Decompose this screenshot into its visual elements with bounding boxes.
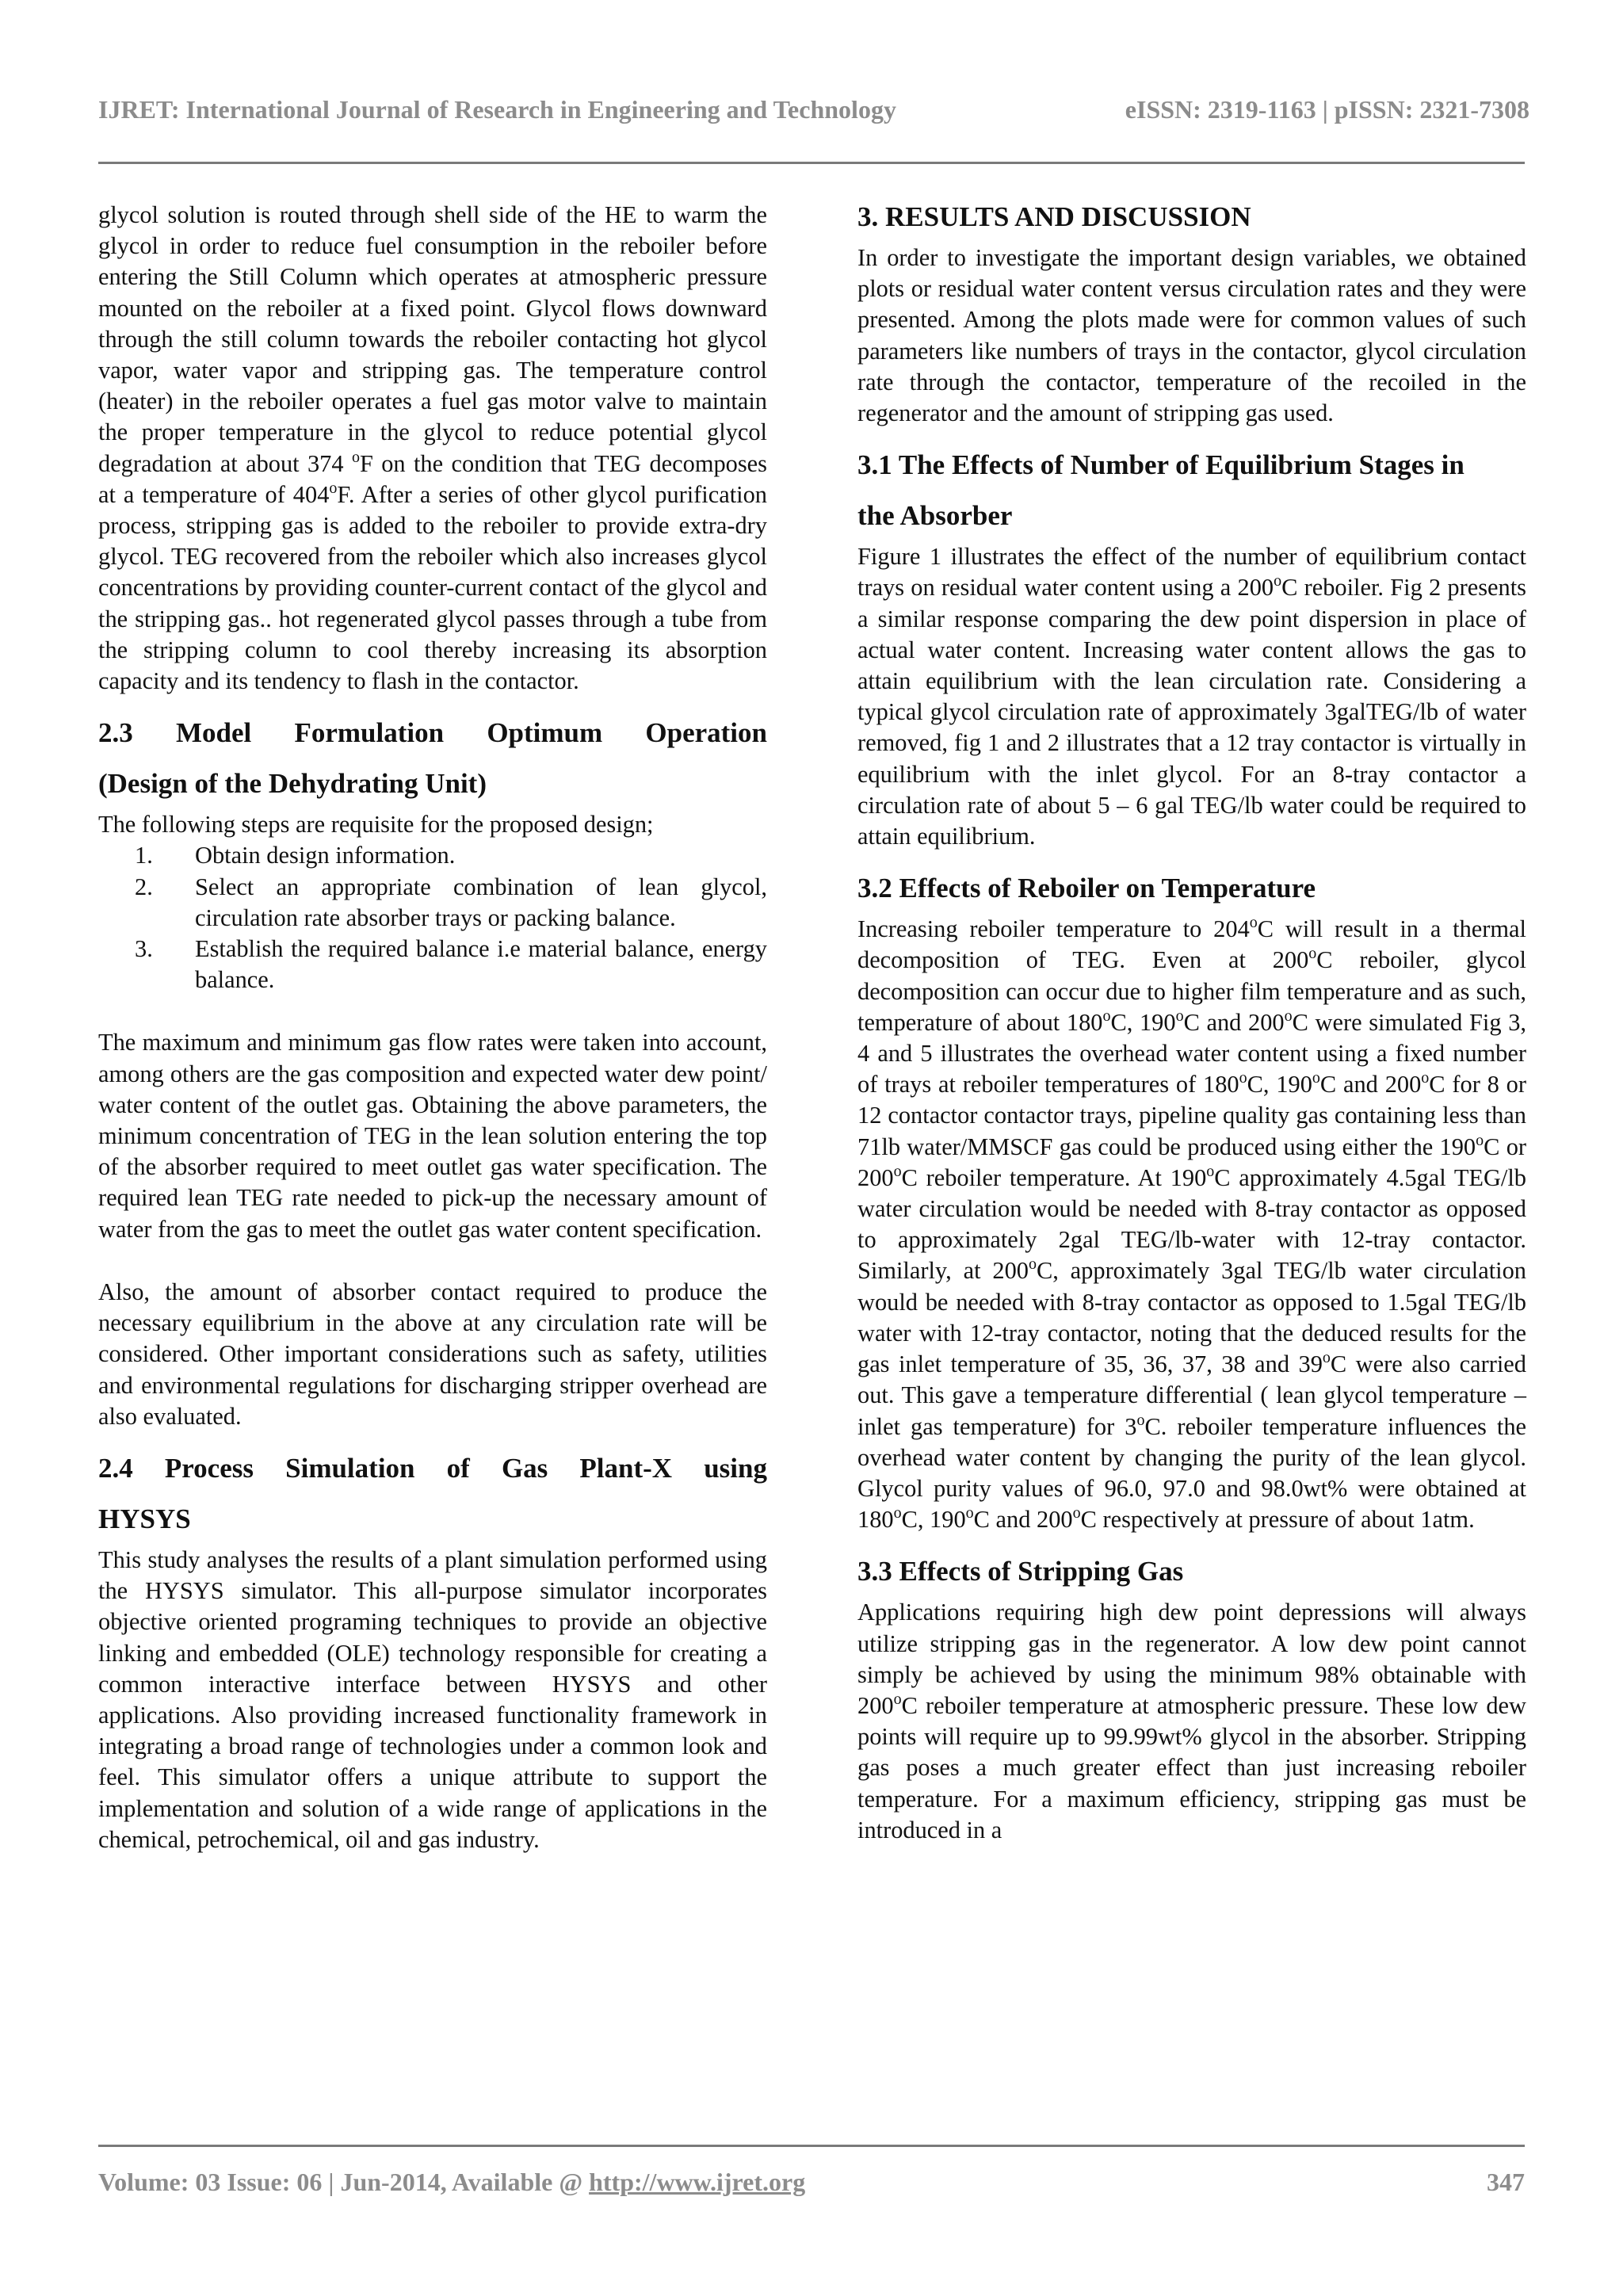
text-segment: C, approximately 3gal TEG/lb water circulation would be needed with 8-tray contactor as opposed to 1.5gal TEG/lb water with 12-tray contactor, noting that the deduced results for the gas inlet temperature of 35, 36, 37, 38 and 39 (857, 1257, 1526, 1378)
paragraph-results-intro: In order to investigate the important design variables, we obtained plots or residual water content versus circulation rates and they were presented. Among the plots made were for common values of such parameters like numbers of trays in the contactor, glycol circulation rate through the contactor, temperature of the recoiled in the regenerator and the amount of stripping gas used. (857, 244, 1526, 427)
degree-superscript: o (1312, 1069, 1320, 1087)
text-segment: C or 200 (857, 1133, 1527, 1191)
text-segment: Increasing reboiler temperature to 204 (857, 915, 1250, 943)
degree-superscript: o (1322, 1349, 1331, 1367)
footer-divider (98, 2145, 1525, 2147)
text-segment: C were simulated Fig 3, 4 and 5 illustrates the overhead water content using a fixed number of trays at reboiler temperatures of 180 (857, 1008, 1526, 1098)
paragraph-stripping-gas: Applications requiring high dew point depressions will always utilize stripping gas in the regenerator. A low dew point cannot simply be achieved by using the minimum 98% obtainable with 200$^o$C reboiler temperature at atmospheric pressure. These low dew points will require up to 99.99wt% glycol in the absorber. Stripping gas poses a much greater effect than just increasing reboiler temperature. For a maximum efficiency, stripping gas must be introduced in a (857, 1599, 1526, 1843)
degree-superscript: o (1136, 1411, 1145, 1429)
issn-info: eISSN: 2319-1163 | pISSN: 2321-7308 (1125, 95, 1529, 124)
degree-superscript: o (1206, 1162, 1215, 1180)
degree-superscript: o (1028, 1255, 1037, 1274)
degree-superscript: o (1308, 945, 1317, 963)
degree-superscript: o (1175, 1007, 1184, 1025)
running-header (98, 95, 1529, 143)
text-segment: C respectively at pressure of about 1atm. (1080, 1506, 1475, 1534)
section-heading-3: 3. RESULTS AND DISCUSSION (857, 201, 1251, 232)
text-segment: C and 200 (973, 1506, 1073, 1534)
text-segment: C approximately 4.5gal TEG/lb water circulation would be needed with 8-tray contactor as opposed to approximately 2gal TEG/lb-water with 12-tray contactor. Similarly, at 200 (857, 1163, 1526, 1285)
degree-superscript: o (1239, 1069, 1247, 1087)
list-item: 1. Obtain design information. (135, 842, 456, 869)
text-segment: C, 190 (1247, 1071, 1312, 1098)
degree-superscript: o (893, 1162, 902, 1180)
page-number: 347 (1487, 2168, 1525, 2196)
left-column (98, 200, 767, 1855)
text-segment: C reboiler, glycol decomposition can occur due to higher film temperature and as such, temperature of about 180 (857, 946, 1526, 1036)
section-heading-3-1-line1: 3.1 The Effects of Number of Equilibrium Stages in (857, 449, 1465, 481)
degree-superscript: o (1102, 1007, 1111, 1025)
degree-superscript: o (1476, 1131, 1484, 1149)
paragraph-regeneration: glycol solution is routed through shell side of the HE to warm the glycol in order to reduce fuel consumption in the reboiler before entering the Still Column which operates at atmospheric pressure mounted on the reboiler at a fixed point. Glycol flows downward through the still column towards the reboiler contacting hot glycol vapor, water vapor and stripping gas. The temperature control (heater) in the reboiler operates a fuel gas motor valve to maintain the proper temperature in the glycol to reduce potential glycol degradation at about 374 $^o$F on the condition that TEG decomposes at a temperature of 404$^o$F. After a series of other glycol purification process, stripping gas is added to the reboiler to provide extra-dry glycol. TEG recovered from the reboiler which also increases glycol concentrations by providing counter-current contact of the glycol and the stripping gas.. hot regenerated glycol passes through a tube from the stripping column to cool thereby increasing its absorption capacity and its tendency to flash in the contactor. (98, 201, 767, 695)
paragraph-gas-flow: The maximum and minimum gas flow rates were taken into account, among others are the gas composition and expected water dew point/ water content of the outlet gas. Obtaining the above parameters, the minimum concentration of TEG in the lean solution entering the top of the absorber required to meet outlet gas water specification. The required lean TEG rate needed to pick-up the necessary amount of water from the gas to meet the outlet gas water content specification. (98, 1029, 767, 1243)
section-heading-3-2: 3.2 Effects of Reboiler on Temperature (857, 873, 1316, 904)
degree-superscript: o (893, 1504, 902, 1522)
degree-superscript: o (1249, 914, 1258, 932)
paragraph-hysys: This study analyses the results of a plant simulation performed using the HYSYS simulator. This all-purpose simulator incorporates objective oriented programing techniques to provide an objective linking and embedded (OLE) technology responsible for creating a common interactive interface between HYSYS and other applications. Also providing increased functionality framework in integrating a broad range of technologies under a common look and feel. This simulator offers a unique attribute to support the implementation and solution of a wide range of applications in the chemical, petrochemical, oil and gas industry. (98, 1545, 767, 1853)
steps-intro: The following steps are requisite for the proposed design; (98, 811, 654, 839)
paragraph-equilibrium-stages: Figure 1 illustrates the effect of the number of equilibrium contact trays on residual water content using a 200$^o$C reboiler. Fig 2 presents a similar response comparing the dew point dispersion in place of actual water content. Increasing water content allows the gas to attain equilibrium with the lean circulation rate. Considering a typical glycol circulation rate of approximately 3galTEG/lb of water removed, fig 1 and 2 illustrates that a 12 tray contactor is virtually in equilibrium with the inlet glycol. For an 8-tray contactor a circulation rate of about 5 – 6 gal TEG/lb water could be required to attain equilibrium. (857, 543, 1526, 850)
text-segment: C and 200 (1319, 1071, 1422, 1098)
journal-link[interactable]: http://www.ijret.org (589, 2168, 806, 2196)
degree-superscript: o (1072, 1504, 1081, 1522)
degree-superscript: o (1284, 1007, 1293, 1025)
section-heading-3-3: 3.3 Effects of Stripping Gas (857, 1556, 1184, 1587)
degree-superscript: o (965, 1504, 974, 1522)
section-heading-3-1-line2: the Absorber (857, 500, 1013, 532)
text-segment: C will result in a thermal decomposition of TEG. Even at 200 (857, 915, 1526, 974)
text-segment: C for 8 or 12 contactor contactor trays, pipeline quality gas containing less than 71lb water/MMSCF gas could be produced using either the 190 (857, 1071, 1526, 1160)
text-segment: C, 190 (901, 1506, 966, 1534)
paragraph-reboiler-temperature (857, 914, 1526, 1535)
right-column (857, 200, 1526, 1846)
journal-name: IJRET: International Journal of Research in Engineering and Technology (98, 95, 896, 124)
degree-superscript: o (1421, 1069, 1430, 1087)
section-heading-2-3-line1: 2.3 Model Formulation Optimum Operation (98, 717, 767, 749)
text-segment: C. reboiler temperature influences the overhead water content by changing the purity of the lean glycol. Glycol purity values of 96.0, 97.0 and 98.0wt% were obtained at 180 (857, 1412, 1526, 1534)
paragraph-absorber-contact: Also, the amount of absorber contact required to produce the necessary equilibrium in the above at any circulation rate will be considered. Other important considerations such as safety, utilities and environmental regulations for discharging stripper overhead are also evaluated. (98, 1278, 767, 1430)
design-steps-list (98, 840, 767, 995)
header-divider (98, 162, 1525, 164)
section-heading-2-3-line2: (Design of the Dehydrating Unit) (98, 768, 487, 800)
section-heading-2-4-line1: 2.4 Process Simulation of Gas Plant-X using (98, 1452, 767, 1484)
running-footer (98, 2168, 1525, 2207)
text-segment: C were also carried out. This gave a temperature differential ( lean glycol temperature – inlet gas temperature) for 3 (857, 1350, 1526, 1440)
list-item: 3. Establish the required balance i.e material balance, energy balance. (135, 935, 767, 994)
text-segment: C reboiler temperature. At 190 (901, 1163, 1207, 1191)
text-segment: C and 200 (1183, 1008, 1285, 1036)
text-segment: C, 190 (1110, 1008, 1176, 1036)
volume-info: Volume: 03 Issue: 06 | Jun-2014, Available @ http://www.ijret.org (98, 2168, 806, 2196)
section-heading-2-4-line2: HYSYS (98, 1503, 191, 1534)
list-item: 2. Select an appropriate combination of lean glycol, circulation rate absorber trays or packing balance. (135, 873, 767, 931)
